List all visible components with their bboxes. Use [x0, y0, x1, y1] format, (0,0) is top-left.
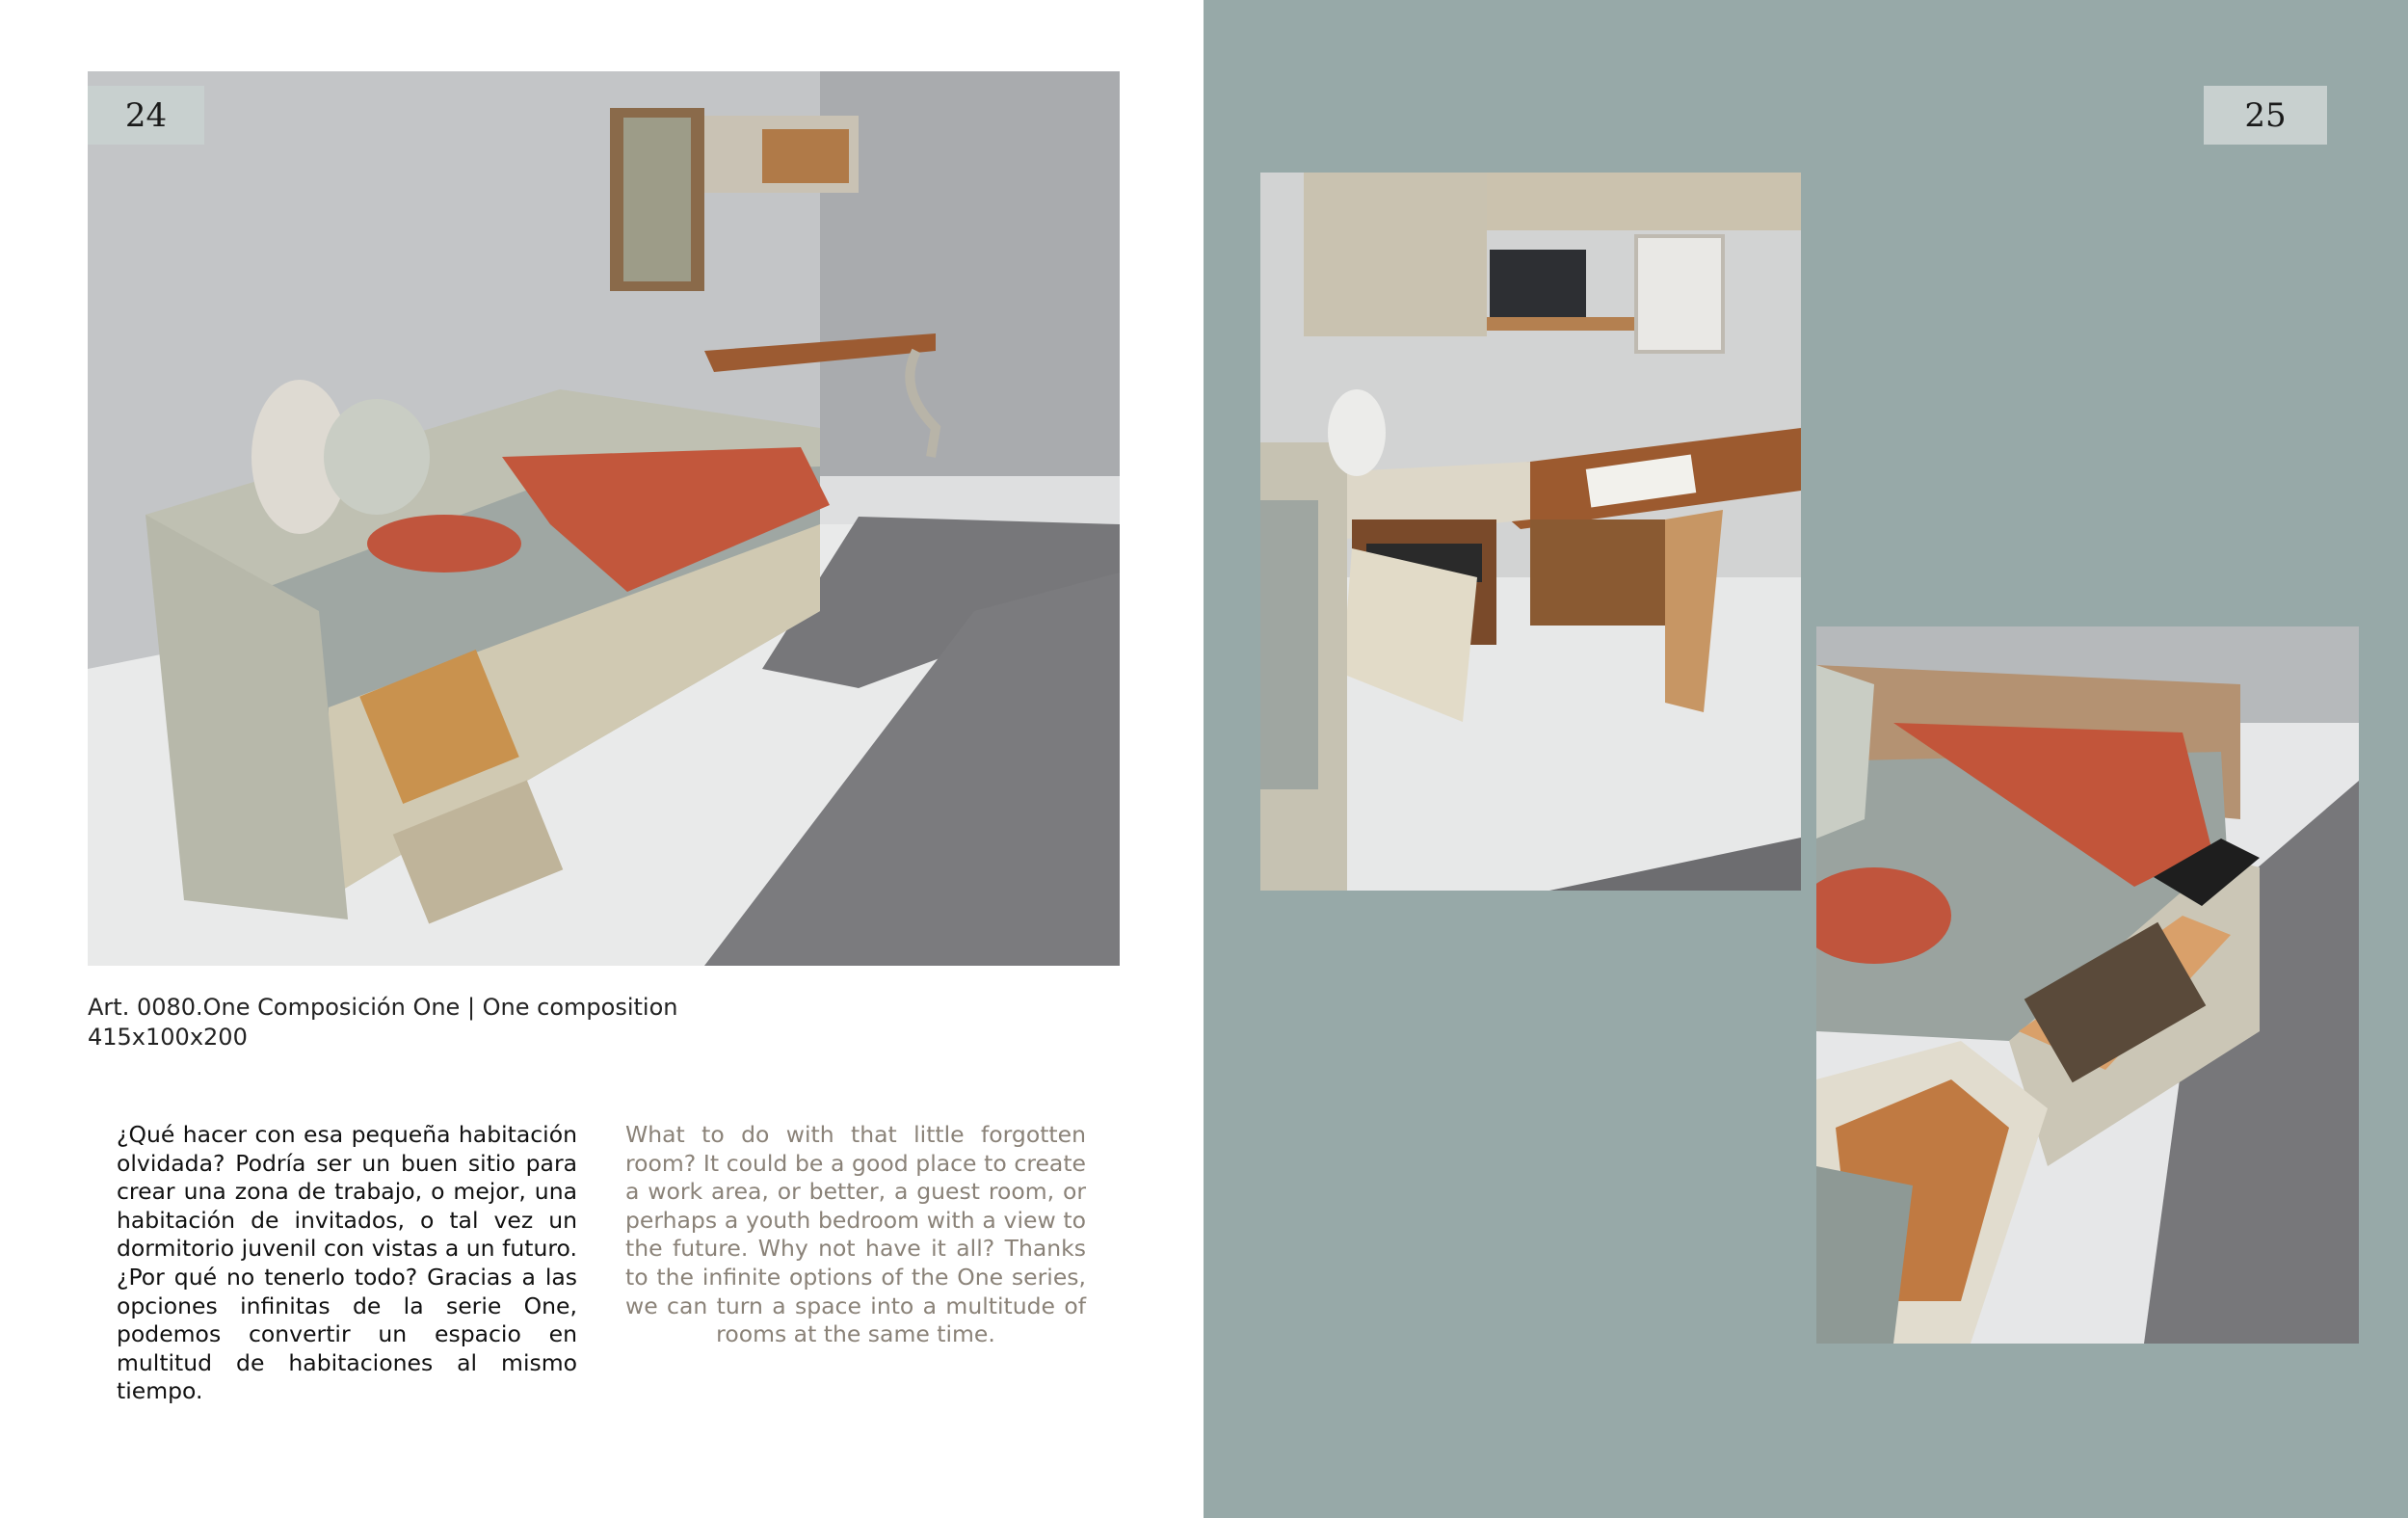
- page-number-left: 24: [88, 86, 204, 145]
- caption-article: Art. 0080.One Composición One | One composition: [88, 994, 678, 1021]
- right-page: [1204, 0, 2408, 1518]
- body-text-spanish: ¿Qué hacer con esa pequeña habitación olvidada? Podría ser un buen sitio para crear una zona de trabajo, o mejor, una habitación de invitados, o tal vez un dormitorio juvenil con vistas a un futuro. ¿Por qué no tenerlo todo? Gracias a las opciones infinitas de la serie One, podemos convertir un espacio en multitud de habitaciones al mismo tiempo.: [117, 1121, 577, 1405]
- product-caption: [88, 993, 677, 1052]
- body-text-english: What to do with that little forgotten room? It could be a good place to create a work area, or better, a guest room, or perhaps a youth bedroom with a view to the future. Why not have it all? Thanks to the infinite options of the One series, we can turn a space into a multitude of rooms at the same time.: [625, 1121, 1086, 1348]
- bed-drawers-photo: [1816, 626, 2359, 1344]
- caption-dimensions: 415x100x200: [88, 1024, 248, 1051]
- page-number-right: 25: [2204, 86, 2327, 145]
- bedroom-composition-photo: [88, 71, 1120, 966]
- desk-storage-photo: [1260, 173, 1801, 891]
